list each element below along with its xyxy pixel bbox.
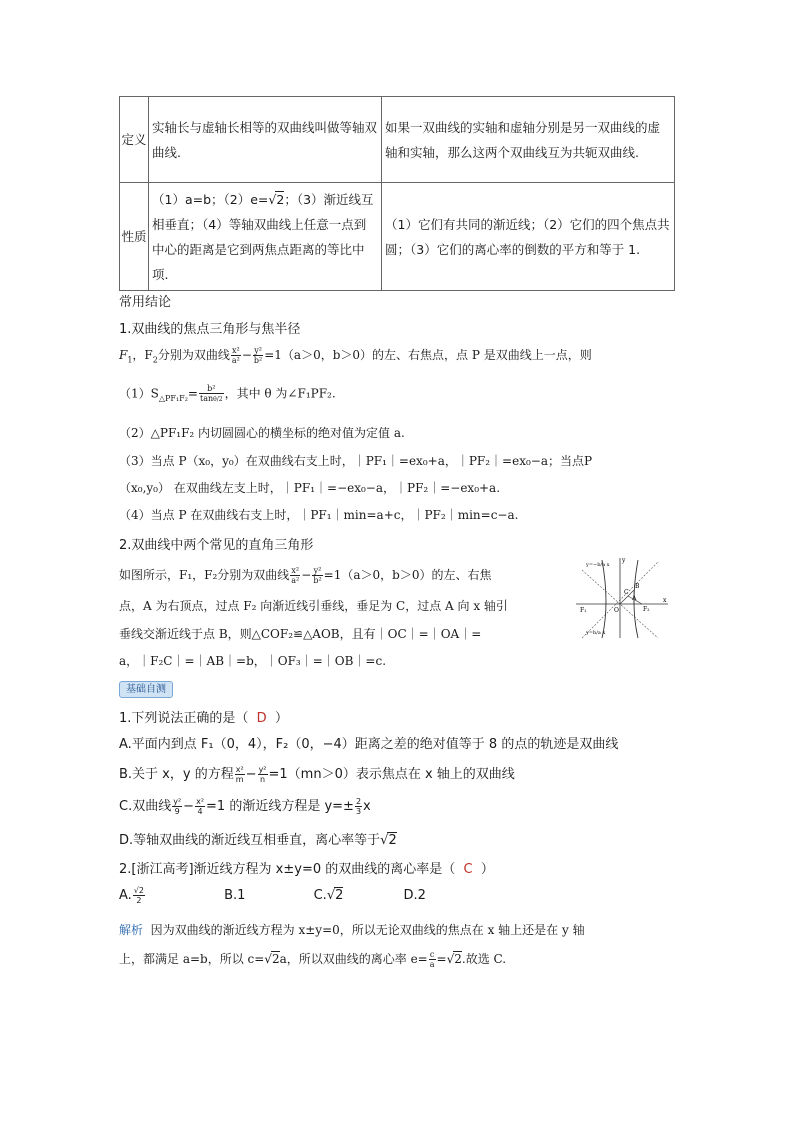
sqrt-sign: √ <box>380 833 389 848</box>
label-c: C <box>624 589 629 596</box>
question-2 <box>119 858 494 877</box>
text: =1（mn＞0）表示焦点在 x 轴上的双曲线 <box>268 767 515 782</box>
paragraph-2a: 如图所示，F₁，F₂分别为双曲线 $\frac{\text{x²}}{\text{a²}}$ − $\frac{\text{y²}}{\text{b²}}$ =1（a＞0，b＞0）的左、右焦 <box>119 566 492 585</box>
fraction: $\frac{√2}{2}$ <box>133 886 144 905</box>
fraction: $\frac{\text{y²}}{9}$ <box>173 797 182 816</box>
text: （1）S <box>119 386 159 401</box>
option-c: C.双曲线 $\frac{\text{y²}}{9}$ − $\frac{\text{x²}}{4}$ =1 的渐近线方程是 y=± $\frac{2}{3}$ x <box>119 797 371 816</box>
label-y: y <box>622 557 626 564</box>
paragraph-1: $F_1$，$F_2$分别为双曲线 $\frac{\text{x²}}{\text{a²}}$ − $\frac{\text{y²}}{\text{b²}}$ =1（a＞0，b＞0）的左、右焦点，点 P 是双曲线上一点，则 <box>119 346 592 365</box>
label-asymptote-bottom: y=b/a x <box>586 630 606 636</box>
label-f2: F₂ <box>643 606 650 613</box>
label-x: x <box>663 597 667 604</box>
paragraph-2c: 垂线交渐近线于点 B，则△COF₂≌△AOB，且有｜OC｜=｜OA｜= <box>119 627 482 641</box>
subscript: △PF₁F₂ <box>158 393 188 403</box>
text: B.1 <box>224 888 246 903</box>
text: 因为双曲线的渐近线方程为 x±y=0，所以无论双曲线的焦点在 x 轴上还是在 y 轴 <box>150 923 585 937</box>
text: 分别为双曲线 <box>157 348 230 362</box>
question-1 <box>119 707 288 726</box>
q2-options <box>119 886 426 905</box>
sqrt-value: 2 <box>335 888 344 903</box>
item-3b: （x₀,y₀） 在双曲线左支上时，｜PF₁｜=−ex₀−a，｜PF₂｜=−ex₀+a. <box>119 481 501 495</box>
text: 1.下列说法正确的是（ <box>119 711 249 726</box>
fraction: $\frac{\text{x²}}{\text{a²}}$ <box>231 346 240 365</box>
left-branch <box>602 560 606 638</box>
fraction: $\frac{\text{x²}}{\text{a²}}$ <box>291 566 300 585</box>
properties-conjugate: （1）它们有共同的渐近线；（2）它们的四个焦点共圆；（3）它们的离心率的倒数的平方和等于 1. <box>382 183 675 291</box>
label-a: A <box>632 595 637 602</box>
section-badge: 基础自测 <box>119 681 173 698</box>
sqrt-value: 2 <box>276 191 285 207</box>
fraction: $\frac{\text{x²}}{4}$ <box>196 797 205 816</box>
text: F <box>119 348 128 362</box>
text: =1（a＞0，b＞0）的左、右焦点，点 P 是双曲线上一点，则 <box>264 348 592 362</box>
sqrt-sign: √ <box>326 888 336 903</box>
definition-equilateral: 实轴长与虚轴长相等的双曲线叫做等轴双曲线. <box>149 97 382 183</box>
option-d <box>119 829 397 848</box>
text: 上，都满足 a=b，所以 c= <box>119 952 265 966</box>
explanation-label: 解析 <box>119 923 144 937</box>
fraction: $\frac{\text{y²}}{\text{b²}}$ <box>253 346 263 365</box>
table-row <box>120 183 675 291</box>
item-1 <box>119 384 336 404</box>
text: =1（a＞0，b＞0）的左、右焦 <box>323 568 492 582</box>
text: =1 的渐近线方程是 y=± <box>206 799 354 814</box>
answer: D <box>256 711 267 726</box>
option-a: A.平面内到点 F₁（0，4），F₂（0，−4）距离之差的绝对值等于 8 的点的轨迹是双曲线 <box>119 737 619 752</box>
sqrt-value: 2 <box>454 952 462 966</box>
text: ，F <box>132 348 153 362</box>
text: = <box>436 952 447 966</box>
label-f1: F₁ <box>580 607 587 614</box>
text: D.2 <box>403 888 426 903</box>
row-header-properties: 性质 <box>120 183 149 291</box>
text: a，所以双曲线的离心率 e= <box>279 952 428 966</box>
text: 如图所示，F₁，F₂分别为双曲线 <box>119 568 290 582</box>
label-b: B <box>635 583 640 590</box>
prop-text-a: （1）a=b；（2）e= <box>152 191 269 207</box>
hyperbola-figure <box>572 556 672 640</box>
properties-table <box>119 96 675 291</box>
fraction: $\frac{\text{y²}}{n}$ <box>258 765 267 784</box>
text: C.双曲线 <box>119 799 172 814</box>
explanation-line-2 <box>119 950 506 969</box>
answer: C <box>463 862 473 877</box>
item-2: （2）△PF₁F₂ 内切圆圆心的横坐标的绝对值为定值 a. <box>119 426 405 440</box>
text: B.关于 x，y 的方程 <box>119 767 234 782</box>
properties-equilateral <box>149 183 382 291</box>
item-4: （4）当点 P 在双曲线右支上时，｜PF₁｜min=a+c，｜PF₂｜min=c−a. <box>119 508 519 522</box>
item-3a: （3）当点 P（x₀，y₀）在双曲线右支上时，｜PF₁｜=ex₀+a，｜PF₂｜=ex₀−a；当点P <box>119 454 593 468</box>
label-asymptote-top: y=−b/a x <box>586 562 610 568</box>
option-b: B.关于 x，y 的方程 $\frac{\text{x²}}{m}$ − $\frac{\text{y²}}{n}$ =1（mn＞0）表示焦点在 x 轴上的双曲线 <box>119 765 515 784</box>
text: x <box>363 799 371 814</box>
text: = <box>187 386 198 401</box>
sqrt-value: 2 <box>271 952 280 966</box>
fraction: $\frac{\text{b²}}{\tan\theta/2}$ <box>199 384 223 403</box>
text: 2.[浙江高考]渐近线方程为 x±y=0 的双曲线的离心率是（ <box>119 862 456 877</box>
sqrt-value: 2 <box>388 833 397 848</box>
paragraph-2b: 点，A 为右顶点，过点 F₂ 向渐近线引垂线，垂足为 C，过点 A 向 x 轴引 <box>119 599 508 613</box>
explanation-line-1 <box>119 921 585 938</box>
prop-text-b: ；（3）渐近线互相垂直；（4）等轴双曲线上任意一点到中心的距离是它到两焦点距离的等比中项. <box>152 191 374 282</box>
fraction: $\frac{c}{a}$ <box>429 950 435 969</box>
text: .故选 C. <box>461 952 507 966</box>
label-o: O <box>614 607 619 614</box>
text: ） <box>274 711 288 726</box>
heading-1: 1.双曲线的焦点三角形与焦半径 <box>119 322 301 337</box>
text: A. <box>119 888 132 903</box>
fraction: $\frac{\text{x²}}{m}$ <box>235 765 244 784</box>
text: D.等轴双曲线的渐近线互相垂直，离心率等于 <box>119 833 381 848</box>
table-row <box>120 97 675 183</box>
fraction: $\frac{2}{3}$ <box>355 797 362 816</box>
text: ，其中 θ 为∠F₁PF₂. <box>224 386 336 401</box>
section-title: 常用结论 <box>119 295 172 310</box>
sqrt-sign: √ <box>264 952 272 966</box>
sqrt-sign: √ <box>268 191 277 207</box>
definition-conjugate: 如果一双曲线的实轴和虚轴分别是另一双曲线的虚轴和实轴，那么这两个双曲线互为共轭双曲线. <box>382 97 675 183</box>
sqrt-sign: √ <box>446 952 455 966</box>
paragraph-2d: a，｜F₂C｜=｜AB｜=b，｜OF₃｜=｜OB｜=c. <box>119 654 387 668</box>
text: C. <box>313 888 327 903</box>
heading-2: 2.双曲线中两个常见的直角三角形 <box>119 538 314 553</box>
row-header-definition: 定义 <box>120 97 149 183</box>
fraction: $\frac{\text{y²}}{\text{b²}}$ <box>313 566 322 585</box>
text: ） <box>480 862 494 877</box>
